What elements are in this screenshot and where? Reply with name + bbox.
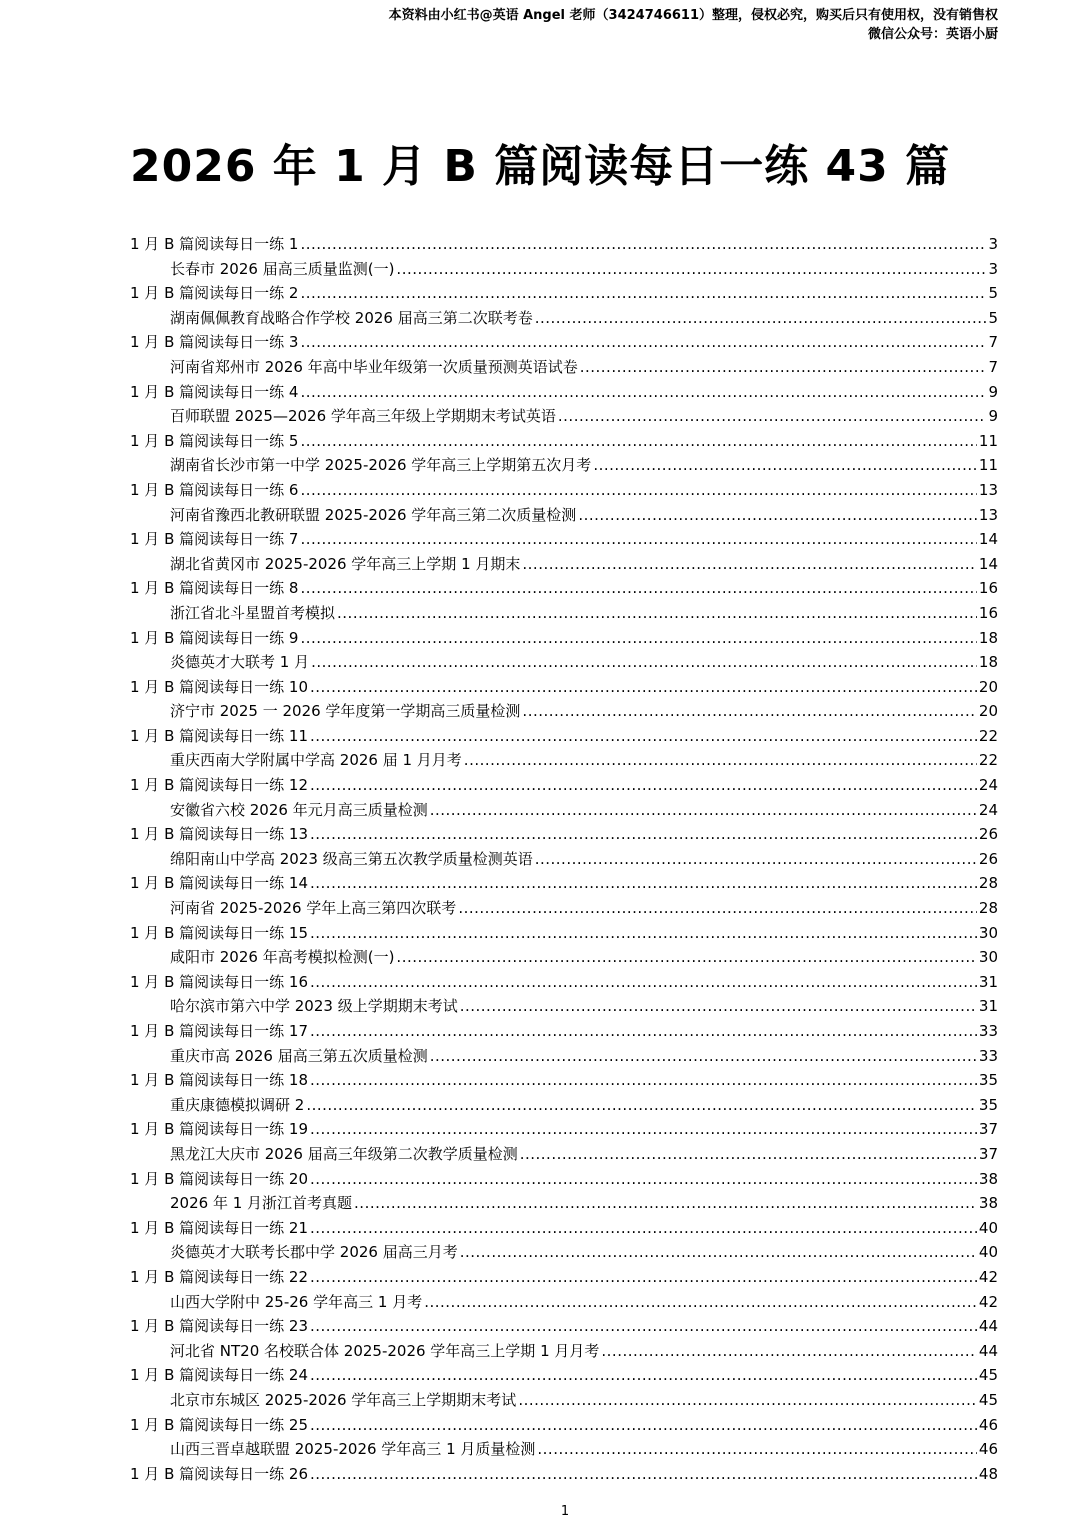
toc-dot-leader <box>310 1019 977 1044</box>
toc-dot-leader <box>310 1363 977 1388</box>
toc-entry-label: 1 月 B 篇阅读每日一练 5 <box>130 431 299 450</box>
toc-entry-label: 山西三晋卓越联盟 2025-2026 学年高三 1 月质量检测 <box>170 1440 536 1459</box>
toc-dot-leader <box>537 1437 977 1462</box>
toc-entry-page: 11 <box>978 456 998 475</box>
document-title: 2026 年 1 月 B 篇阅读每日一练 43 篇 <box>130 141 951 192</box>
toc-entry-source[interactable] <box>130 453 998 478</box>
toc-entry-label: 重庆西南大学附属中学高 2026 届 1 月月考 <box>170 751 462 770</box>
toc-entry-label: 河南省郑州市 2026 年高中毕业年级第一次质量预测英语试卷 <box>170 357 578 376</box>
toc-entry-page: 30 <box>978 948 998 967</box>
toc-entry-source[interactable] <box>130 1142 998 1167</box>
toc-entry-page: 38 <box>978 1169 998 1188</box>
toc-entry-label: 1 月 B 篇阅读每日一练 10 <box>130 677 308 696</box>
toc-entry-label: 北京市东城区 2025-2026 学年高三上学期期末考试 <box>170 1390 517 1409</box>
toc-dot-leader <box>458 896 977 921</box>
toc-dot-leader <box>300 380 986 405</box>
toc-entry-page: 7 <box>988 333 998 352</box>
toc-entry-label: 湖南佩佩教育战略合作学校 2026 届高三第二次联考卷 <box>170 308 533 327</box>
toc-dot-leader <box>300 330 986 355</box>
toc-entry-section[interactable] <box>130 1314 998 1339</box>
toc-entry-page: 5 <box>988 284 998 303</box>
toc-entry-label: 河南省 2025-2026 学年上高三第四次联考 <box>170 899 457 918</box>
toc-entry-page: 26 <box>978 825 998 844</box>
toc-entry-label: 1 月 B 篇阅读每日一练 4 <box>130 382 299 401</box>
toc-entry-label: 黑龙江大庆市 2026 届高三年级第二次教学质量检测 <box>170 1144 518 1163</box>
toc-entry-label: 1 月 B 篇阅读每日一练 8 <box>130 579 299 598</box>
toc-entry-section[interactable] <box>130 773 998 798</box>
toc-dot-leader <box>310 1216 977 1241</box>
toc-entry-label: 1 月 B 篇阅读每日一练 24 <box>130 1366 308 1385</box>
toc-dot-leader <box>310 1413 977 1438</box>
toc-dot-leader <box>535 306 987 331</box>
toc-entry-source[interactable] <box>130 1240 998 1265</box>
toc-entry-section[interactable] <box>130 1167 998 1192</box>
toc-entry-label: 1 月 B 篇阅读每日一练 15 <box>130 923 308 942</box>
toc-entry-page: 5 <box>988 308 998 327</box>
toc-entry-page: 46 <box>978 1440 998 1459</box>
toc-entry-page: 3 <box>988 235 998 253</box>
toc-entry-label: 1 月 B 篇阅读每日一练 3 <box>130 333 299 352</box>
toc-entry-page: 44 <box>978 1317 998 1336</box>
toc-dot-leader <box>593 453 977 478</box>
toc-entry-source[interactable] <box>130 945 998 970</box>
toc-dot-leader <box>310 921 977 946</box>
toc-dot-leader <box>311 650 977 675</box>
toc-entry-label: 1 月 B 篇阅读每日一练 1 <box>130 235 299 253</box>
toc-entry-source[interactable] <box>130 1339 998 1364</box>
toc-entry-section[interactable] <box>130 429 998 454</box>
toc-entry-page: 31 <box>978 997 998 1016</box>
toc-entry-section[interactable] <box>130 822 998 847</box>
toc-entry-label: 1 月 B 篇阅读每日一练 26 <box>130 1464 308 1483</box>
toc-entry-page: 44 <box>978 1341 998 1360</box>
toc-entry-section[interactable] <box>130 724 998 749</box>
toc-entry-label: 湖北省黄冈市 2025-2026 学年高三上学期 1 月期末 <box>170 554 521 573</box>
toc-entry-source[interactable] <box>130 1290 998 1315</box>
toc-dot-leader <box>300 478 976 503</box>
toc-entry-page: 28 <box>978 874 998 893</box>
toc-entry-page: 7 <box>988 357 998 376</box>
toc-entry-page: 16 <box>978 579 998 598</box>
toc-dot-leader <box>396 945 976 970</box>
toc-entry-page: 42 <box>978 1292 998 1311</box>
toc-dot-leader <box>578 503 977 528</box>
toc-entry-label: 炎德英才大联考 1 月 <box>170 653 310 672</box>
table-of-contents <box>130 232 998 1486</box>
toc-entry-page: 48 <box>978 1464 998 1483</box>
toc-entry-source[interactable] <box>130 257 998 282</box>
toc-entry-page: 16 <box>978 603 998 622</box>
toc-entry-page: 3 <box>988 259 998 278</box>
toc-entry-source[interactable] <box>130 552 998 577</box>
toc-dot-leader <box>300 429 976 454</box>
toc-entry-label: 1 月 B 篇阅读每日一练 12 <box>130 776 308 795</box>
toc-dot-leader <box>300 232 986 257</box>
toc-entry-section[interactable] <box>130 626 998 651</box>
toc-entry-source[interactable] <box>130 404 998 429</box>
toc-entry-label: 1 月 B 篇阅读每日一练 14 <box>130 874 308 893</box>
toc-entry-source[interactable] <box>130 503 998 528</box>
toc-dot-leader <box>518 1388 977 1413</box>
toc-entry-page: 35 <box>978 1071 998 1090</box>
toc-entry-label: 1 月 B 篇阅读每日一练 21 <box>130 1218 308 1237</box>
toc-entry-label: 1 月 B 篇阅读每日一练 20 <box>130 1169 308 1188</box>
page-header <box>389 6 998 44</box>
toc-entry-page: 30 <box>978 923 998 942</box>
toc-entry-source[interactable] <box>130 1093 998 1118</box>
toc-entry-page: 37 <box>978 1120 998 1139</box>
toc-entry-page: 46 <box>978 1415 998 1434</box>
toc-entry-label: 重庆康德模拟调研 2 <box>170 1095 305 1114</box>
toc-entry-source[interactable] <box>130 1437 998 1462</box>
toc-entry-page: 33 <box>978 1046 998 1065</box>
toc-entry-page: 38 <box>978 1194 998 1213</box>
toc-entry-page: 18 <box>978 653 998 672</box>
toc-entry-section[interactable] <box>130 675 998 700</box>
toc-entry-label: 百师联盟 2025—2026 学年高三年级上学期期末考试英语 <box>170 407 556 426</box>
toc-entry-page: 14 <box>978 530 998 549</box>
toc-entry-source[interactable] <box>130 306 998 331</box>
toc-dot-leader <box>310 1068 977 1093</box>
toc-entry-label: 安徽省六校 2026 年元月高三质量检测 <box>170 800 428 819</box>
toc-dot-leader <box>310 1462 977 1487</box>
toc-dot-leader <box>310 1117 977 1142</box>
toc-entry-page: 9 <box>988 382 998 401</box>
toc-entry-section[interactable] <box>130 1216 998 1241</box>
toc-dot-leader <box>310 822 977 847</box>
toc-dot-leader <box>601 1339 977 1364</box>
toc-entry-label: 1 月 B 篇阅读每日一练 7 <box>130 530 299 549</box>
toc-dot-leader <box>460 1240 977 1265</box>
toc-entry-page: 13 <box>978 505 998 524</box>
toc-dot-leader <box>522 699 976 724</box>
toc-dot-leader <box>310 970 977 995</box>
toc-entry-label: 2026 年 1 月浙江首考真题 <box>170 1194 353 1213</box>
toc-entry-source[interactable] <box>130 355 998 380</box>
toc-entry-label: 1 月 B 篇阅读每日一练 2 <box>130 284 299 303</box>
toc-entry-label: 1 月 B 篇阅读每日一练 6 <box>130 480 299 499</box>
toc-dot-leader <box>310 1314 977 1339</box>
toc-entry-label: 1 月 B 篇阅读每日一练 25 <box>130 1415 308 1434</box>
toc-entry-section[interactable] <box>130 1019 998 1044</box>
toc-entry-section[interactable] <box>130 1068 998 1093</box>
toc-entry-label: 浙江省北斗星盟首考模拟 <box>170 603 336 622</box>
toc-entry-label: 咸阳市 2026 年高考模拟检测(一) <box>170 948 395 967</box>
toc-entry-page: 37 <box>978 1144 998 1163</box>
toc-entry-section[interactable] <box>130 527 998 552</box>
toc-entry-section[interactable] <box>130 232 998 257</box>
toc-entry-section[interactable] <box>130 281 998 306</box>
toc-entry-source[interactable] <box>130 699 998 724</box>
toc-entry-page: 35 <box>978 1095 998 1114</box>
toc-entry-page: 20 <box>978 702 998 721</box>
toc-entry-label: 1 月 B 篇阅读每日一练 18 <box>130 1071 308 1090</box>
toc-entry-page: 33 <box>978 1022 998 1040</box>
toc-entry-page: 9 <box>988 407 998 426</box>
toc-dot-leader <box>460 994 977 1019</box>
toc-dot-leader <box>424 1290 977 1315</box>
toc-entry-source[interactable] <box>130 1191 998 1216</box>
toc-dot-leader <box>520 1142 977 1167</box>
toc-dot-leader <box>310 724 977 749</box>
toc-dot-leader <box>337 601 977 626</box>
toc-entry-source[interactable] <box>130 994 998 1019</box>
toc-entry-page: 26 <box>978 849 998 868</box>
wechat-account-note: 微信公众号：英语小厨 <box>867 27 998 42</box>
toc-entry-page: 40 <box>978 1218 998 1237</box>
toc-dot-leader <box>300 576 976 601</box>
toc-entry-section[interactable] <box>130 330 998 355</box>
toc-dot-leader <box>310 1167 977 1192</box>
toc-entry-page: 42 <box>978 1267 998 1286</box>
toc-entry-label: 山西大学附中 25-26 学年高三 1 月考 <box>170 1292 423 1311</box>
toc-entry-label: 济宁市 2025 一 2026 学年度第一学期高三质量检测 <box>170 702 521 721</box>
toc-entry-label: 湖南省长沙市第一中学 2025-2026 学年高三上学期第五次月考 <box>170 456 592 475</box>
toc-dot-leader <box>522 552 977 577</box>
toc-entry-page: 13 <box>978 480 998 499</box>
toc-entry-label: 1 月 B 篇阅读每日一练 17 <box>130 1022 308 1040</box>
toc-dot-leader <box>310 871 977 896</box>
toc-entry-label: 重庆市高 2026 届高三第五次质量检测 <box>170 1046 428 1065</box>
toc-entry-label: 1 月 B 篇阅读每日一练 16 <box>130 972 308 991</box>
toc-entry-page: 28 <box>978 899 998 918</box>
toc-entry-label: 哈尔滨市第六中学 2023 级上学期期末考试 <box>170 997 458 1016</box>
toc-entry-section[interactable] <box>130 576 998 601</box>
toc-dot-leader <box>580 355 987 380</box>
toc-entry-label: 绵阳南山中学高 2023 级高三第五次教学质量检测英语 <box>170 849 533 868</box>
toc-entry-page: 14 <box>978 554 998 573</box>
toc-entry-label: 1 月 B 篇阅读每日一练 13 <box>130 825 308 844</box>
toc-entry-label: 1 月 B 篇阅读每日一练 9 <box>130 628 299 647</box>
toc-entry-label: 河南省豫西北教研联盟 2025-2026 学年高三第二次质量检测 <box>170 505 577 524</box>
toc-dot-leader <box>300 527 976 552</box>
toc-entry-section[interactable] <box>130 1413 998 1438</box>
toc-entry-section[interactable] <box>130 478 998 503</box>
toc-entry-page: 31 <box>978 972 998 991</box>
toc-entry-page: 24 <box>978 800 998 819</box>
toc-entry-source[interactable] <box>130 1388 998 1413</box>
toc-dot-leader <box>306 1093 977 1118</box>
toc-entry-page: 24 <box>978 776 998 795</box>
toc-dot-leader <box>310 773 977 798</box>
toc-entry-page: 45 <box>978 1366 998 1385</box>
toc-dot-leader <box>310 1265 977 1290</box>
toc-entry-source[interactable] <box>130 896 998 921</box>
toc-entry-section[interactable] <box>130 1462 998 1487</box>
copyright-notice: 本资料由小红书@英语 Angel 老师（3424746611）整理，侵权必究，购买后只有使用权，没有销售权 <box>388 8 998 23</box>
toc-entry-label: 炎德英才大联考长郡中学 2026 届高三月考 <box>170 1243 458 1262</box>
toc-entry-page: 18 <box>978 628 998 647</box>
toc-dot-leader <box>430 798 977 823</box>
toc-entry-source[interactable] <box>130 847 998 872</box>
toc-dot-leader <box>310 675 977 700</box>
toc-dot-leader <box>558 404 987 429</box>
toc-entry-source[interactable] <box>130 1044 998 1069</box>
toc-entry-section[interactable] <box>130 970 998 995</box>
toc-entry-source[interactable] <box>130 748 998 773</box>
toc-entry-section[interactable] <box>130 380 998 405</box>
toc-entry-page: 45 <box>978 1390 998 1409</box>
toc-dot-leader <box>300 626 976 651</box>
toc-dot-leader <box>396 257 986 282</box>
toc-entry-label: 1 月 B 篇阅读每日一练 19 <box>130 1120 308 1139</box>
toc-entry-label: 长春市 2026 届高三质量监测(一) <box>170 259 395 278</box>
toc-entry-source[interactable] <box>130 650 998 675</box>
toc-entry-section[interactable] <box>130 1265 998 1290</box>
toc-dot-leader <box>464 748 977 773</box>
toc-entry-page: 40 <box>978 1243 998 1262</box>
toc-entry-section[interactable] <box>130 1117 998 1142</box>
toc-entry-label: 河北省 NT20 名校联合体 2025-2026 学年高三上学期 1 月月考 <box>170 1341 600 1360</box>
toc-dot-leader <box>300 281 986 306</box>
toc-entry-page: 20 <box>978 677 998 696</box>
toc-entry-label: 1 月 B 篇阅读每日一练 22 <box>130 1267 308 1286</box>
toc-entry-section[interactable] <box>130 921 998 946</box>
toc-entry-source[interactable] <box>130 798 998 823</box>
toc-entry-page: 22 <box>978 751 998 770</box>
toc-dot-leader <box>430 1044 977 1069</box>
toc-entry-page: 22 <box>978 726 998 745</box>
toc-entry-label: 1 月 B 篇阅读每日一练 23 <box>130 1317 308 1336</box>
toc-dot-leader <box>535 847 977 872</box>
toc-dot-leader <box>354 1191 977 1216</box>
toc-entry-section[interactable] <box>130 1363 998 1388</box>
toc-entry-label: 1 月 B 篇阅读每日一练 11 <box>130 726 308 745</box>
page-number: 1 <box>560 1504 570 1519</box>
toc-entry-page: 11 <box>978 431 998 450</box>
toc-entry-section[interactable] <box>130 871 998 896</box>
toc-entry-source[interactable] <box>130 601 998 626</box>
